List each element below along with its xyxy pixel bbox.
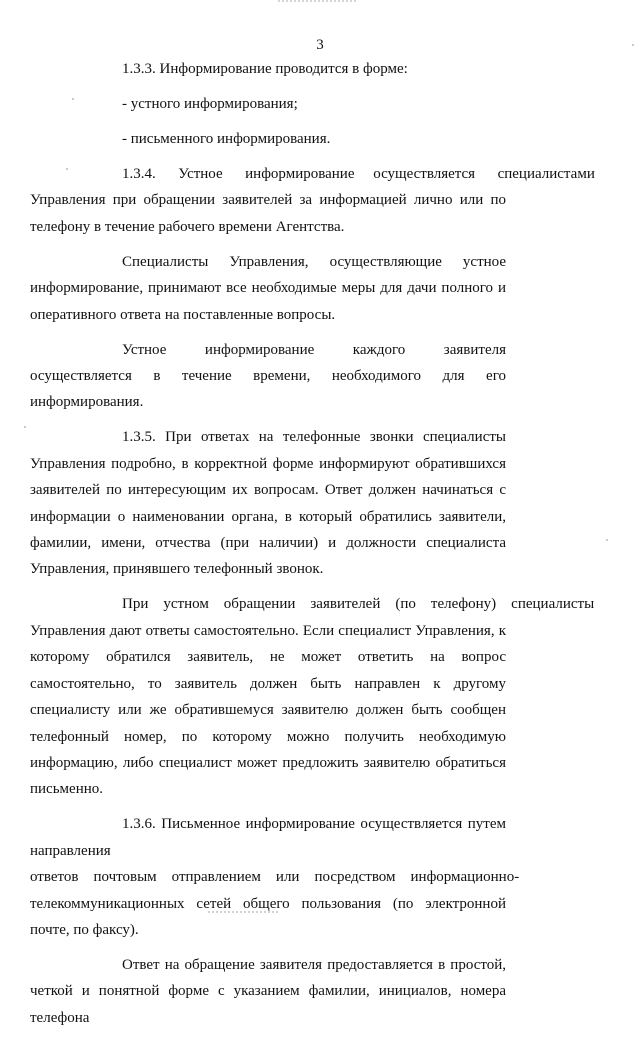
paragraph-answer-form: Ответ на обращение заявителя предоставляется в простой, четкой и понятной форме с указанием фамилии, инициалов, номера телефона xyxy=(30,956,506,1026)
scan-artifact-bottom xyxy=(208,911,278,916)
page-number: 3 xyxy=(316,37,324,53)
paragraph-1-3-5: 1.3.5. При ответах на телефонные звонки специалисты Управления подробно, в корректной форме информируют обратившихся заявителей по интересующим их вопросам. Ответ должен начинаться с информации о наименовании органа, в который обратились заявители, фамилии, имени, отчества (при наличии) и должности специалиста Управления, принявшего телефонный звонок. xyxy=(30,429,506,578)
scan-speck xyxy=(24,426,26,428)
scan-speck xyxy=(72,98,74,100)
scan-speck xyxy=(66,168,68,170)
paragraph-1-3-6: 1.3.6. Письменное информирование осуществляется путем направления ответов почтовым отправлением или посредством информационно-телекоммуникационных сетей общего пользования (по электронной почте, по факсу). xyxy=(30,816,520,938)
scan-speck xyxy=(606,539,608,541)
paragraph-oral-duration: Устное информирование каждого заявителя осуществляется в течение времени, необходимого для его информирования. xyxy=(30,341,506,411)
document-body xyxy=(30,56,598,1040)
scan-speck xyxy=(632,44,634,46)
paragraph-1-3-3: 1.3.3. Информирование проводится в форме: xyxy=(122,61,408,77)
scan-artifact-top xyxy=(278,0,356,7)
list-item-oral: - устного информирования; xyxy=(122,96,298,112)
paragraph-1-3-4: 1.3.4. Устное информирование осуществляется специалистами Управления при обращении заявителей за информацией лично или по телефону в течение рабочего времени Агентства. xyxy=(30,166,595,235)
paragraph-oral-phone: При устном обращении заявителей (по телефону) специалисты Управления дают ответы самостоятельно. Если специалист Управления, к которому обратился заявитель, не может ответить на вопрос самостоятельно, то заявитель должен быть направлен к другому специалисту или же обратившемуся заявителю должен быть сообщен телефонный номер, по которому можно получить необходимую информацию, либо специалист может предложить заявителю обратиться письменно. xyxy=(30,596,595,798)
paragraph-specialists: Специалисты Управления, осуществляющие устное информирование, принимают все необходимые меры для дачи полного и оперативного ответа на поставленные вопросы. xyxy=(30,253,506,323)
list-item-written: - письменного информирования. xyxy=(122,131,331,147)
